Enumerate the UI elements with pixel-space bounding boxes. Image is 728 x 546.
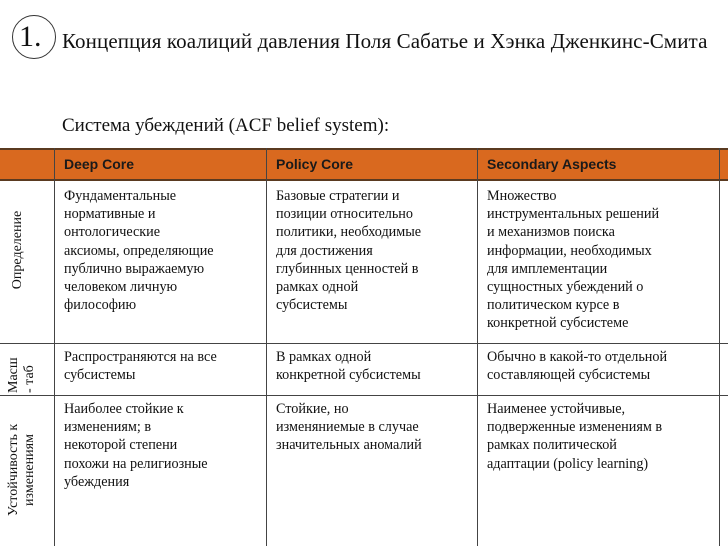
grid-vline	[266, 148, 267, 546]
row-label-definition: Определение	[10, 210, 25, 290]
cell-resistance-secondary: Наименее устойчивые, подверженные изменениям в рамках политической адаптации (policy learning)	[487, 401, 663, 472]
grid-vline	[719, 148, 720, 546]
belief-system-table	[0, 145, 728, 546]
grid-hline	[0, 343, 728, 344]
row-label-scale-line1: Масш	[6, 357, 21, 393]
column-header-secondary-aspects: Secondary Aspects	[487, 156, 617, 172]
grid-vline	[54, 148, 55, 546]
slide-subtitle: Система убеждений (ACF belief system):	[62, 115, 390, 136]
header-bottom-rule	[0, 179, 728, 181]
row-label-scale	[6, 347, 38, 393]
cell-resistance-policy-core: Стойкие, но изменяниемые в случае значительных аномалий	[276, 401, 422, 454]
cell-scale-deep-core: Распространяются на все субсистемы	[64, 349, 217, 384]
column-header-deep-core: Deep Core	[64, 156, 135, 172]
row-label-resistance-line2: изменениям	[22, 434, 37, 506]
row-label-resistance-line1: Устойчивость к	[6, 423, 21, 517]
grid-hline	[0, 395, 728, 396]
cell-scale-policy-core: В рамках одной конкретной субсистемы	[276, 349, 421, 384]
row-label-scale-line2: - таб	[22, 365, 37, 393]
slide-title: Концепция коалиций давления Поля Сабатье и Хэнка Дженкинс-Смита	[62, 29, 708, 53]
header-top-rule	[0, 148, 728, 150]
row-label-resistance	[6, 397, 38, 543]
cell-resistance-deep-core: Наиболее стойкие к изменениям; в некоторой степени похожи на религиозные убеждения	[64, 401, 208, 490]
cell-scale-secondary: Обычно в какой-то отдельной составляющей субсистемы	[487, 349, 668, 384]
cell-definition-policy-core: Базовые стратегии и позиции относительно политики, необходимые для достижения глубинных ценностей в рамках одной субсистемы	[276, 188, 422, 314]
cell-definition-secondary: Множество инструментальных решений и механизмов поиска информации, необходимых для имплементации сущностных убеждений о политическом курсе в конкретной субсистеме	[487, 188, 660, 332]
cell-definition-deep-core: Фундаментальные нормативные и онтологические аксиомы, определяющие публично выражаемую человеком личную философию	[64, 188, 214, 314]
slide-number: 1.	[12, 15, 56, 59]
column-header-policy-core: Policy Core	[276, 156, 354, 172]
